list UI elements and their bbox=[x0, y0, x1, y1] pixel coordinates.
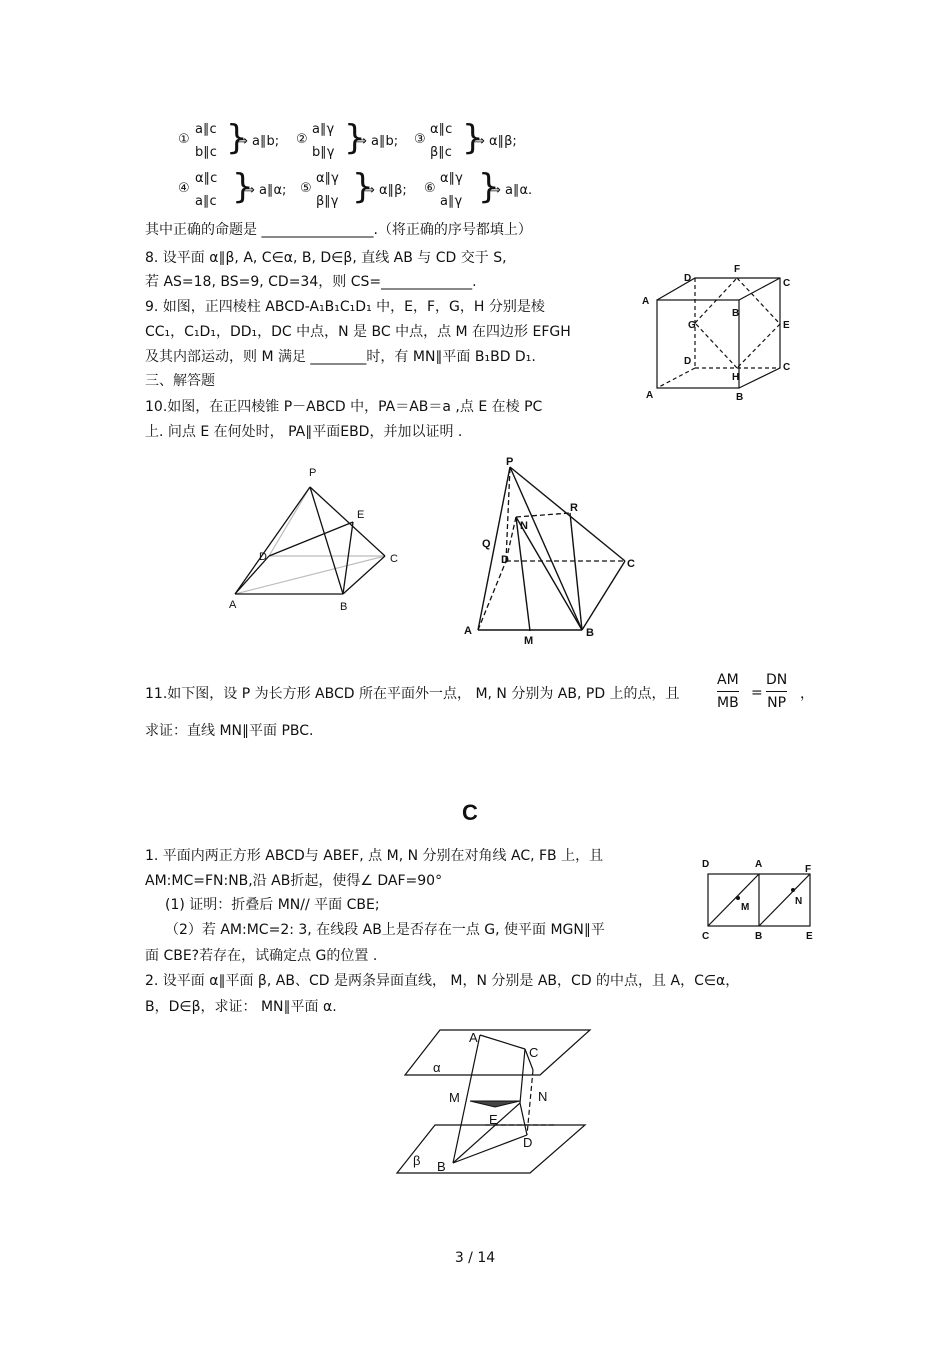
brace-icon: } bbox=[352, 167, 374, 207]
two-squares-figure bbox=[698, 854, 823, 944]
page-number: 3 / 14 bbox=[454, 1250, 496, 1266]
label-d: D bbox=[702, 859, 710, 870]
label-beta: β bbox=[413, 1153, 421, 1168]
fraction-dn-np bbox=[766, 672, 787, 711]
pyramid-figure bbox=[225, 462, 415, 617]
numerator: AM bbox=[717, 672, 739, 688]
label-b1: B bbox=[732, 308, 740, 319]
label-c: C bbox=[390, 553, 398, 565]
label-a: A bbox=[464, 625, 472, 637]
label-m: M bbox=[524, 635, 534, 647]
label-b: B bbox=[755, 931, 763, 942]
label-r: R bbox=[570, 502, 578, 514]
text-line: 其中正确的命题是 ________________.（将正确的序号都填上） bbox=[145, 222, 532, 238]
label-a: A bbox=[755, 859, 763, 870]
label-a: A bbox=[646, 390, 654, 401]
prop-premise: b∥γ bbox=[312, 145, 335, 160]
label-d: D bbox=[523, 1135, 533, 1150]
fraction-bar bbox=[766, 691, 787, 692]
label-q: Q bbox=[482, 538, 491, 550]
brace-icon: } bbox=[462, 118, 484, 158]
question-c2: 2. 设平面 α∥平面 β, AB、CD 是两条异面直线， M，N 分别是 AB，CD 的中点，且 A，C∈α， bbox=[145, 973, 740, 989]
label-a: A bbox=[229, 599, 237, 611]
text-line: CC₁，C₁D₁，DD₁，DC 中点，N 是 BC 中点，点 M 在四边形 EFGH bbox=[145, 324, 571, 340]
prop-conclusion: ⇒ a∥α; bbox=[244, 183, 287, 198]
text-comma: ， bbox=[800, 686, 814, 702]
prop-premise: a∥c bbox=[195, 194, 217, 209]
label-f: F bbox=[734, 264, 741, 275]
denominator: NP bbox=[767, 695, 787, 711]
brace-icon: } bbox=[478, 167, 500, 207]
text-line: 面 CBE?若存在，试确定点 G的位置 . bbox=[145, 948, 378, 964]
prop-conclusion: ⇒ a∥α. bbox=[490, 183, 533, 198]
label-e: E bbox=[806, 931, 813, 942]
prop-premise: β∥γ bbox=[316, 194, 339, 209]
label-m: M bbox=[741, 902, 750, 913]
prop-conclusion: ⇒ a∥b; bbox=[237, 134, 280, 149]
label-m: M bbox=[449, 1090, 460, 1105]
label-b: B bbox=[586, 627, 594, 639]
label-e: E bbox=[357, 509, 365, 521]
fraction-bar bbox=[717, 691, 739, 692]
prop-premise: a∥γ bbox=[312, 122, 335, 137]
question-10: 10.如图，在正四棱锥 P－ABCD 中，PA＝AB＝a ,点 E 在棱 PC bbox=[145, 399, 543, 415]
label-h: H bbox=[732, 372, 740, 383]
prop-number: ② bbox=[296, 132, 308, 147]
prop-number: ① bbox=[178, 132, 190, 147]
prop-premise: a∥γ bbox=[440, 194, 463, 209]
brace-icon: } bbox=[344, 118, 366, 158]
denominator: MB bbox=[717, 695, 739, 711]
label-d1: D bbox=[684, 273, 692, 284]
question-11: 11.如下图，设 P 为长方形 ABCD 所在平面外一点， M, N 分别为 AB, PD 上的点，且 bbox=[145, 686, 680, 702]
label-d: D bbox=[259, 551, 267, 563]
label-n: N bbox=[538, 1089, 548, 1104]
prop-premise: α∥γ bbox=[316, 171, 339, 186]
section-heading: 三、解答题 bbox=[145, 373, 215, 389]
question-8: 8. 设平面 α∥β, A, C∈α, B, D∈β, 直线 AB 与 CD 交于 S, bbox=[145, 250, 507, 266]
text-line: 及其内部运动，则 M 满足 ________时，有 MN∥平面 B₁BD D₁. bbox=[145, 349, 536, 365]
prop-number: ⑥ bbox=[424, 181, 436, 196]
prop-number: ③ bbox=[414, 132, 426, 147]
section-title: C bbox=[462, 800, 478, 825]
numerator: DN bbox=[766, 672, 788, 688]
prop-premise: b∥c bbox=[195, 145, 217, 160]
prop-conclusion: ⇒ a∥b; bbox=[356, 134, 399, 149]
label-e: E bbox=[783, 320, 790, 331]
label-c: C bbox=[627, 558, 635, 570]
label-c: C bbox=[702, 931, 710, 942]
text-line: 求证：直线 MN∥平面 PBC. bbox=[145, 723, 314, 739]
text-line: （2）若 AM:MC=2: 3, 在线段 AB上是否存在一点 G, 使平面 MGN∥平 bbox=[165, 922, 605, 938]
label-f: F bbox=[805, 864, 812, 875]
prop-number: ⑤ bbox=[300, 181, 312, 196]
label-a1: A bbox=[642, 296, 650, 307]
label-n: N bbox=[795, 896, 803, 907]
label-c: C bbox=[529, 1045, 539, 1060]
prop-premise: α∥c bbox=[195, 171, 218, 186]
label-g: G bbox=[688, 320, 696, 331]
brace-icon: } bbox=[232, 167, 254, 207]
prop-conclusion: ⇒ α∥β; bbox=[364, 183, 407, 198]
label-c: C bbox=[783, 362, 791, 373]
question-c1: 1. 平面内两正方形 ABCD与 ABEF, 点 M, N 分别在对角线 AC, FB 上，且 bbox=[145, 848, 604, 864]
label-b: B bbox=[340, 601, 348, 613]
text-line: B，D∈β，求证： MN∥平面 α. bbox=[145, 999, 337, 1015]
label-b: B bbox=[437, 1159, 446, 1174]
label-a: A bbox=[469, 1030, 478, 1045]
prop-premise: a∥c bbox=[195, 122, 217, 137]
prop-premise: β∥c bbox=[430, 145, 452, 160]
label-e: E bbox=[489, 1112, 498, 1127]
label-alpha: α bbox=[433, 1060, 441, 1075]
label-d: D bbox=[501, 554, 509, 566]
label-p: P bbox=[309, 467, 317, 479]
label-c1: C bbox=[783, 278, 791, 289]
text-line: 若 AS=18, BS=9, CD=34，则 CS=_____________. bbox=[145, 274, 477, 290]
label-d: D bbox=[684, 356, 692, 367]
text-line: 上. 问点 E 在何处时， PA∥平面EBD，并加以证明 . bbox=[145, 424, 463, 440]
label-p: P bbox=[506, 456, 514, 468]
text-line: AM:MC=FN:NB,沿 AB折起，使得∠ DAF=90° bbox=[145, 873, 443, 889]
prop-premise: α∥c bbox=[430, 122, 453, 137]
prism-figure bbox=[640, 258, 800, 404]
parallel-planes-figure bbox=[395, 1025, 595, 1175]
equals-sign: = bbox=[751, 685, 763, 701]
brace-icon: } bbox=[226, 118, 248, 158]
label-n: N bbox=[520, 520, 528, 532]
text-line: (1) 证明：折叠后 MN// 平面 CBE; bbox=[165, 897, 380, 913]
prop-conclusion: ⇒ α∥β; bbox=[474, 134, 517, 149]
prop-premise: α∥γ bbox=[440, 171, 463, 186]
prop-number: ④ bbox=[178, 181, 190, 196]
rectangle-pyramid-figure bbox=[460, 455, 640, 650]
fraction-am-mb bbox=[717, 672, 739, 711]
label-b: B bbox=[736, 392, 744, 403]
question-9: 9. 如图，正四棱柱 ABCD-A₁B₁C₁D₁ 中，E，F，G，H 分别是棱 bbox=[145, 299, 545, 315]
